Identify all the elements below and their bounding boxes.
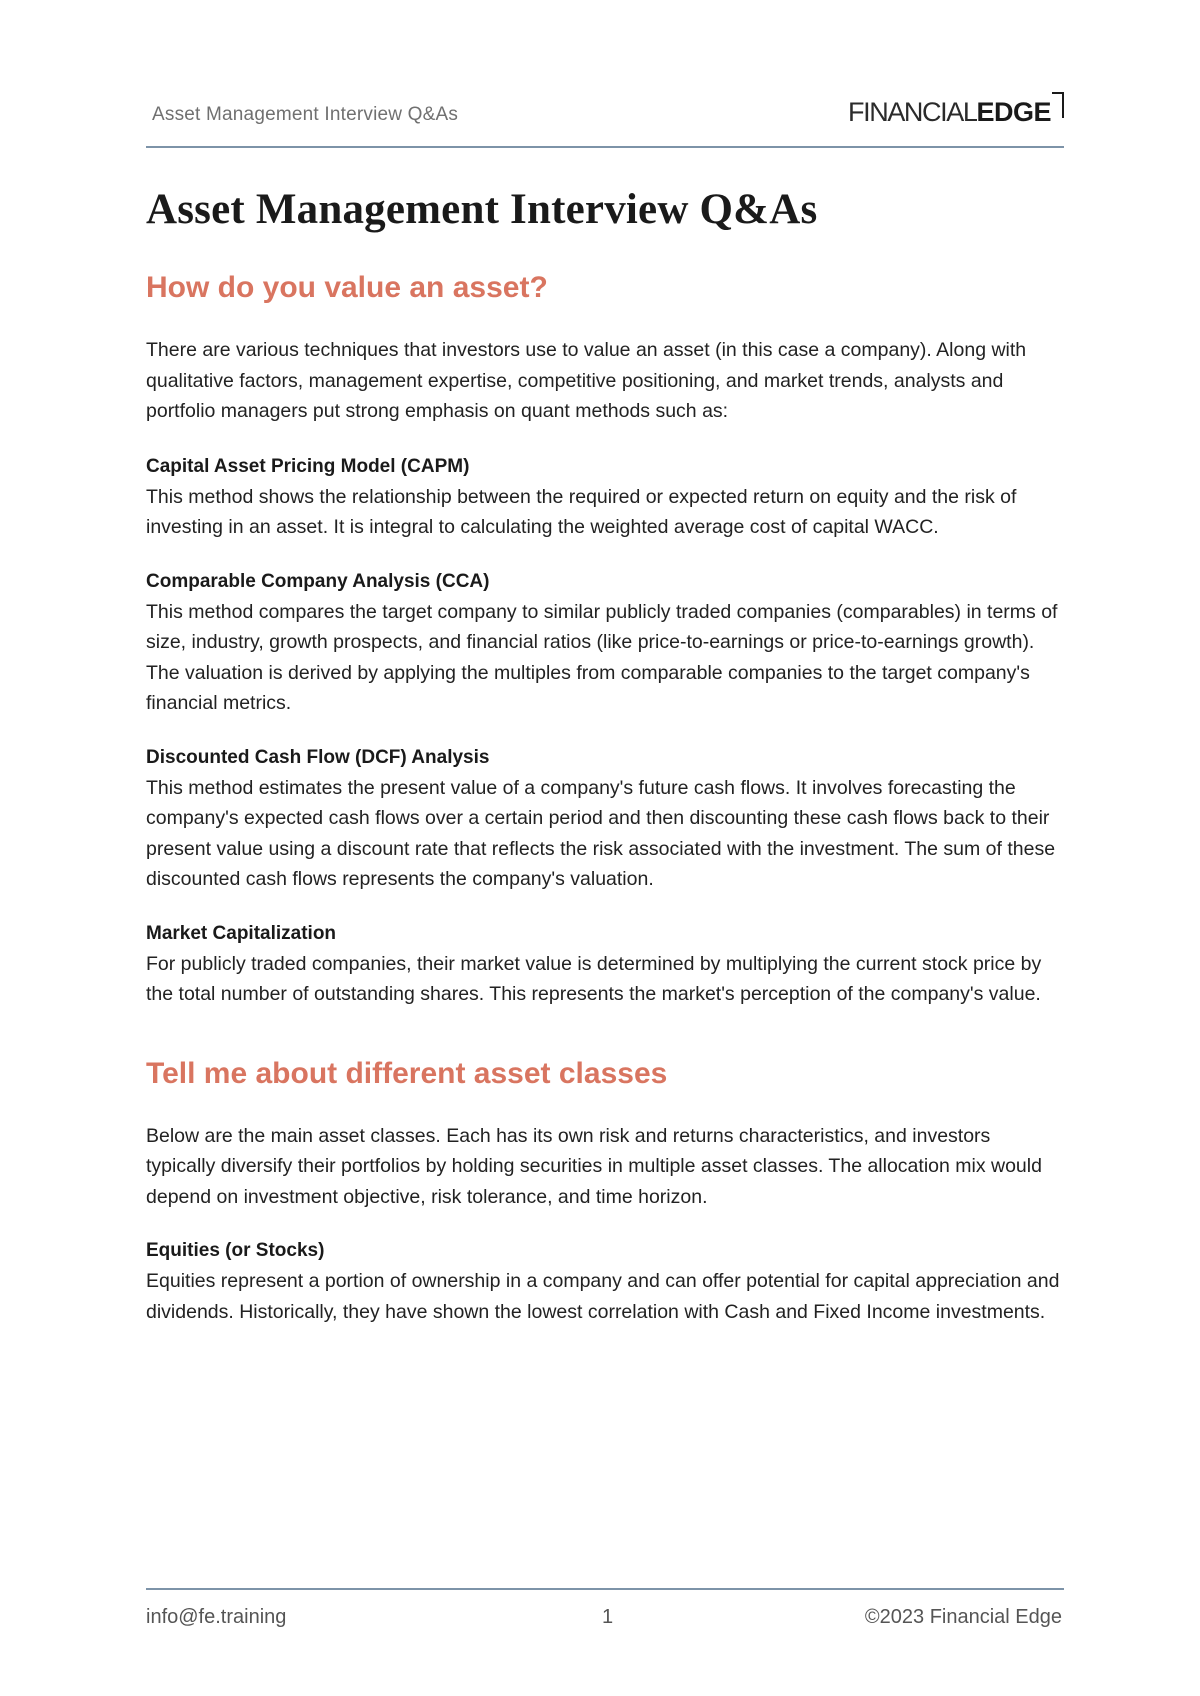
header-title: Asset Management Interview Q&As <box>152 104 459 125</box>
method-title: Market Capitalization <box>146 922 337 944</box>
page-header <box>146 92 1064 148</box>
page-title: Asset Management Interview Q&As <box>146 186 818 233</box>
footer-divider <box>146 1588 1064 1590</box>
method-title: Comparable Company Analysis (CCA) <box>146 570 490 592</box>
method-description: This method shows the relationship between the required or expected return on equity and the risk of investing in an asset. It is integral to calculating the weighted average cost of capital WACC. <box>146 485 1017 538</box>
asset-class-description: Equities represent a portion of ownership in a company and can offer potential for capital appreciation and dividends. Historically, they have shown the lowest correlation with Cash and Fixed Income investments. <box>146 1270 1060 1323</box>
section-heading: How do you value an asset? <box>146 271 548 304</box>
section-heading: Tell me about different asset classes <box>146 1056 668 1090</box>
method-description: This method compares the target company to similar publicly traded companies (comparables) in terms of size, industry, growth prospects, and financial ratios (like price-to-earnings or price-to-earnings growth). The valuation is derived by applying the multiples from comparable companies to the target company's financial metrics. <box>146 600 1058 714</box>
method-title: Discounted Cash Flow (DCF) Analysis <box>146 746 490 768</box>
page-footer <box>146 1606 1064 1636</box>
method-title: Capital Asset Pricing Model (CAPM) <box>146 455 470 477</box>
header-divider <box>146 146 1064 148</box>
footer-email: info@fe.training <box>146 1606 287 1628</box>
financial-edge-logo <box>848 92 1064 128</box>
page-number: 1 <box>602 1606 614 1628</box>
asset-class-title: Equities (or Stocks) <box>146 1240 325 1261</box>
logo-text-light: FINANCIAL <box>848 97 977 127</box>
main-content <box>146 180 1064 1327</box>
section-intro: There are various techniques that investors use to value an asset (in this case a company). Along with qualitative factors, management expertise, competitive positioning, and market trends, analysts and portfolio managers put strong emphasis on quant methods such as: <box>146 339 1027 422</box>
logo-text-bold: EDGE <box>976 97 1051 127</box>
section-intro: Below are the main asset classes. Each has its own risk and returns characteristics, and investors typically diversify their portfolios by holding securities in multiple asset classes. The allocation mix would depend on investment objective, risk tolerance, and time horizon. <box>146 1124 1042 1208</box>
logo-corner-mark-icon <box>1052 92 1064 118</box>
footer-copyright: ©2023 Financial Edge <box>864 1606 1062 1628</box>
method-description: This method estimates the present value of a company's future cash flows. It involves forecasting the company's expected cash flows over a certain period and then discounting these cash flows back to their present value using a discount rate that reflects the risk associated with the investment. The sum of these discounted cash flows represents the company's valuation. <box>146 776 1056 890</box>
method-description: For publicly traded companies, their market value is determined by multiplying the current stock price by the total number of outstanding shares. This represents the market's perception of the company's value. <box>146 952 1042 1005</box>
